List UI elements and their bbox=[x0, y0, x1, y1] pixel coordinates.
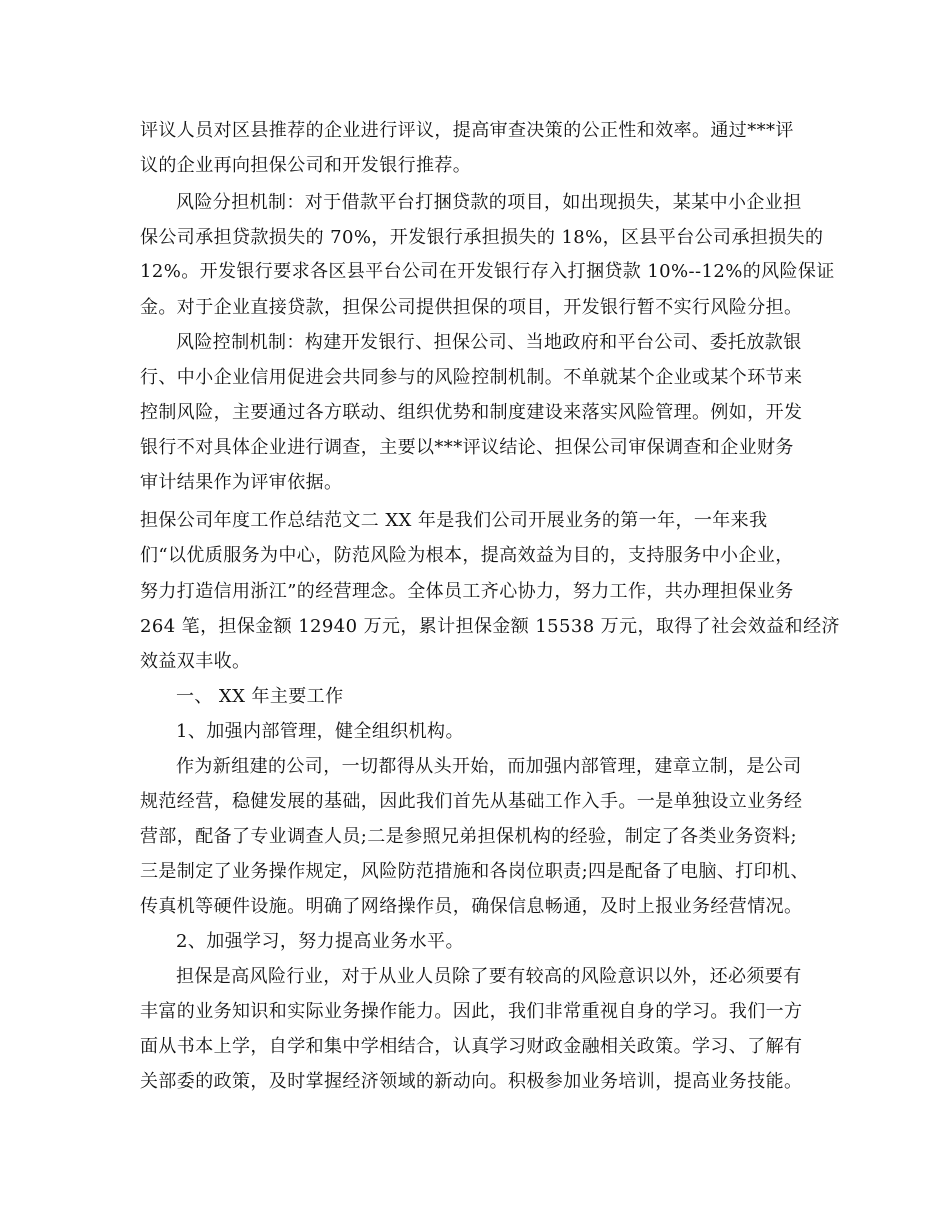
text-line: 效益双丰收。 bbox=[140, 651, 251, 672]
text-line: 议的企业再向担保公司和开发银行推荐。 bbox=[140, 155, 472, 176]
text-line: 264 笔，担保金额 12940 万元，累计担保金额 15538 万元，取得了社会效益和经济 bbox=[140, 616, 840, 637]
text-line: 丰富的业务知识和实际业务操作能力。因此，我们非常重视自身的学习。我们一方 bbox=[140, 1001, 803, 1022]
text-line: 12%。开发银行要求各区县平台公司在开发银行存入打捆贷款 10%--12%的风险保证 bbox=[140, 261, 835, 282]
heading-line: 1、加强内部管理，健全组织机构。 bbox=[176, 721, 464, 742]
text-line: 努力打造信用浙江”的经营理念。全体员工齐心协力，努力工作，共办理担保业务 bbox=[140, 581, 794, 602]
text-line: 保公司承担贷款损失的 70%，开发银行承担损失的 18%，区县平台公司承担损失的 bbox=[140, 227, 824, 248]
heading-line: 一、 XX 年主要工作 bbox=[176, 686, 344, 707]
text-line: 三是制定了业务操作规定，风险防范措施和各岗位职责;四是配备了电脑、打印机、 bbox=[140, 861, 809, 882]
text-line: 风险控制机制：构建开发银行、担保公司、当地政府和平台公司、委托放款银 bbox=[176, 332, 802, 353]
text-line: 传真机等硬件设施。明确了网络操作员，确保信息畅通，及时上报业务经营情况。 bbox=[140, 896, 803, 917]
heading-line: 2、加强学习，努力提高业务水平。 bbox=[176, 931, 464, 952]
text-line: 控制风险，主要通过各方联动、组织优势和制度建设来落实风险管理。例如，开发 bbox=[140, 402, 803, 423]
text-line: 面从书本上学，自学和集中学相结合，认真学习财政金融相关政策。学习、了解有 bbox=[140, 1036, 803, 1057]
text-line: 担保是高风险行业，对于从业人员除了要有较高的风险意识以外，还必须要有 bbox=[176, 966, 802, 987]
text-line: 行、中小企业信用促进会共同参与的风险控制机制。不单就某个企业或某个环节来 bbox=[140, 367, 803, 388]
section-title-line: 担保公司年度工作总结范文二 XX 年是我们公司开展业务的第一年，一年来我 bbox=[140, 510, 768, 531]
text-line: 银行不对具体企业进行调查，主要以***评议结论、担保公司审保调查和企业财务 bbox=[140, 437, 794, 458]
text-line: 关部委的政策，及时掌握经济领域的新动向。积极参加业务培训，提高业务技能。 bbox=[140, 1071, 803, 1092]
text-line: 规范经营，稳健发展的基础，因此我们首先从基础工作入手。一是单独设立业务经 bbox=[140, 791, 803, 812]
text-line: 们“以优质服务为中心，防范风险为根本，提高效益为目的，支持服务中小企业， bbox=[140, 545, 794, 566]
text-line: 营部，配备了专业调查人员;二是参照兄弟担保机构的经验，制定了各类业务资料; bbox=[140, 826, 797, 847]
text-line: 风险分担机制：对于借款平台打捆贷款的项目，如出现损失，某某中小企业担 bbox=[176, 192, 802, 213]
text-line: 审计结果作为评审依据。 bbox=[140, 472, 343, 493]
text-line: 作为新组建的公司，一切都得从头开始，而加强内部管理，建章立制，是公司 bbox=[176, 756, 802, 777]
text-line: 金。对于企业直接贷款，担保公司提供担保的项目，开发银行暂不实行风险分担。 bbox=[140, 297, 803, 318]
text-line: 评议人员对区县推荐的企业进行评议，提高审查决策的公正性和效率。通过***评 bbox=[140, 120, 794, 141]
